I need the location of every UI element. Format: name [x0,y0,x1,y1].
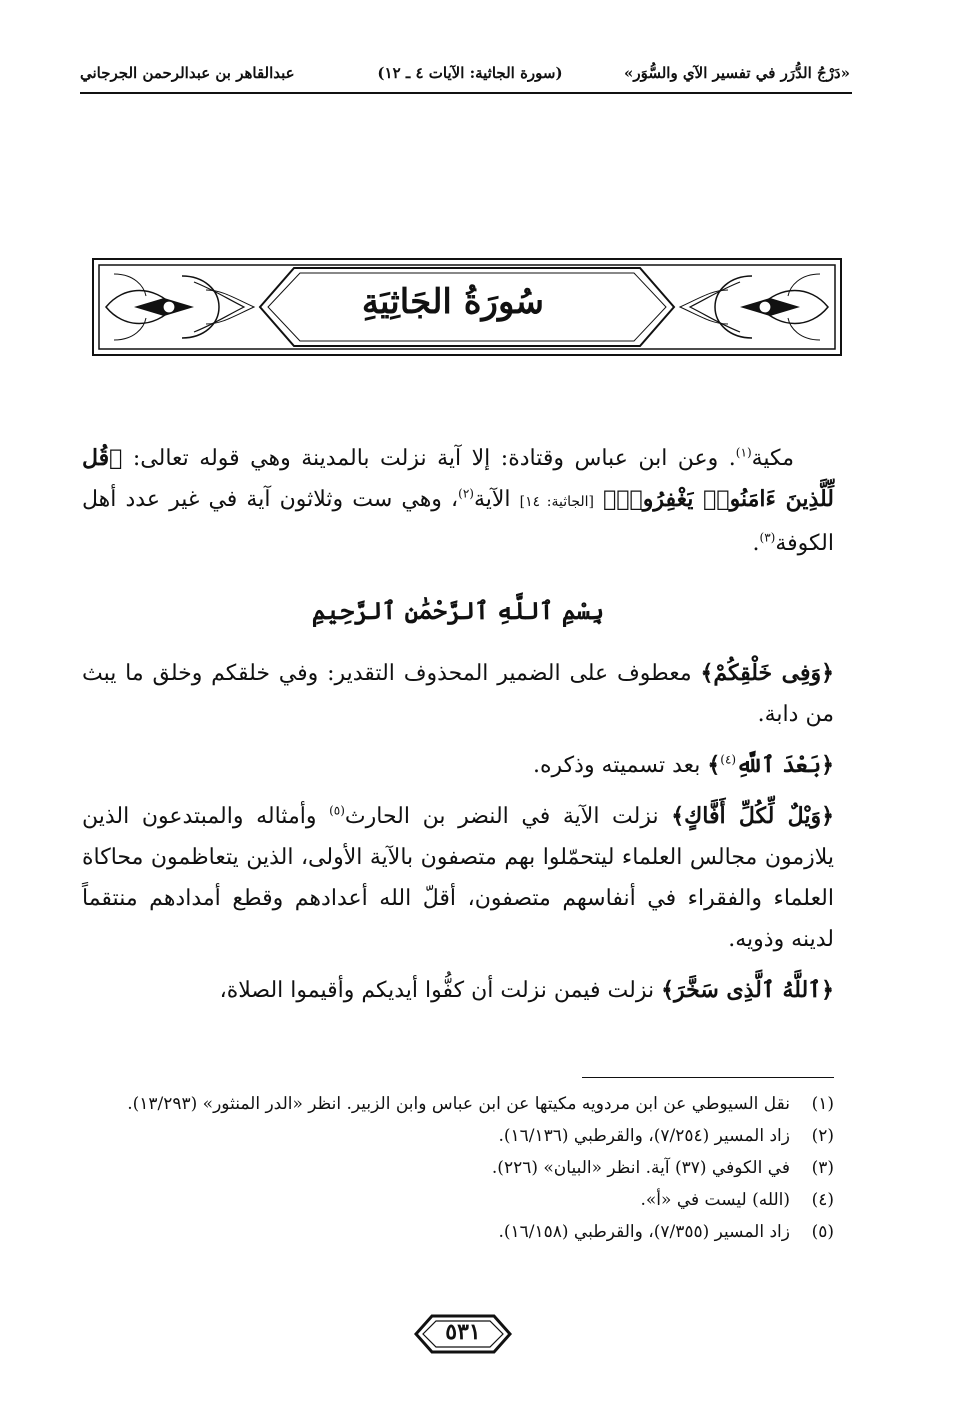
footnote [82,1088,834,1120]
commentary-text-cont: وأمثاله والمبتدعون الذين يلازمون مجالس العلماء ليتحمّلوا بهم متصفون بالآية الأولى، الذين يتعاظمون محاكاة العلماء والفقراء في أنفاسهم متصفون، أقلّ الله أعدادهم وقطع أمدادهم منتقماً لدينه وذويه. [82,804,834,952]
left-ornament-icon [106,274,254,340]
verse-reference: [الجاثية: ١٤] [519,494,595,510]
basmala: بِسْمِ ٱللَّهِ ٱلرَّحْمَٰنِ ٱلرَّحِيمِ [311,596,605,625]
intro-text-1: مكية [751,446,794,471]
footnote-rule [582,1077,834,1078]
footnote-ref-4: (٤) [720,752,737,767]
footnote-text: (الله) ليست في «أ». [640,1190,790,1210]
footnote [82,1184,834,1216]
footnote-number: (٣) [811,1158,834,1178]
quran-quote: ﴿قُل لِّلَّذِينَ ءَامَنُوا۟ يَغْفِرُوا۟﴾ [82,445,835,512]
quran-quote: ﴿ٱللَّهُ ٱلَّذِى سَخَّرَ﴾ [661,977,834,1003]
footnote-number: (٢) [811,1126,834,1146]
footnote [82,1216,834,1248]
entry-paragraph [82,970,834,1011]
footnote [82,1120,834,1152]
footnote-number: (٤) [811,1190,834,1210]
section-label: (سورة الجاثية: الآيات ٤ ـ ١٢) [377,64,563,82]
quran-quote: ﴿وَفِى خَلْقِكُمْ﴾ [700,660,834,686]
intro-paragraph [82,438,834,564]
quran-quote-end: ﴾ [707,752,721,778]
footnote-number: (٥) [811,1222,834,1242]
page-number-badge [412,1312,514,1356]
footnote-number: (١) [811,1094,834,1114]
entry-paragraph [82,796,834,960]
commentary-text: نزلت فيمن نزلت أن كفُّوا أيديكم وأقيموا الصلاة، [219,978,662,1003]
running-header [80,64,850,90]
footnote-ref-2: (٢) [458,486,474,501]
surah-title: سُورَةُ الجَاثِيَةِ [361,282,544,322]
entry-paragraph [82,745,834,786]
commentary-text: نزلت الآية في النضر بن الحارث [344,804,672,829]
right-ornament-icon [680,274,828,340]
intro-text-5: . [752,531,760,556]
quran-quote: ﴿وَيْلٌ لِّكُلِّ أَفَّاكٍ﴾ [671,803,834,829]
footnote-ref-3: (٣) [759,530,776,545]
footnote-text: زاد المسير (٧/٣٥٥)، والقرطبي (١٦/١٥٨). [498,1222,790,1242]
footnote-text: نقل السيوطي عن ابن مردويه مكيتها عن ابن عباس وابن الزبير. انظر «الدر المنثور» (١٣/٢٩٣). [127,1094,790,1114]
quran-quote: ﴿بَعْدَ ٱللَّهِ [736,752,834,778]
commentary-text: معطوف على الضمير المحذوف التقدير: وفي خلقكم وخلق ما يبث من دابة. [82,661,834,727]
intro-text-2: . وعن ابن عباس وقتادة: إلا آية نزلت بالمدينة وهي قوله تعالى: [122,446,736,471]
main-text [82,438,834,1011]
entry-paragraph [82,653,834,735]
header-rule [80,92,852,94]
intro-text-3: الآية [473,487,520,512]
footnote [82,1152,834,1184]
footnote-text: زاد المسير (٧/٢٥٤)، والقرطبي (١٦/١٣٦). [498,1126,790,1146]
commentary-text: بعد تسميته وذكره. [533,753,708,778]
author-name: عبدالقاهر بن عبدالرحمن الجرجاني [80,64,295,82]
book-title: «دَرْجُ الدُّرَر في تفسير الآي والسُّوَر» [623,64,850,82]
footnote-ref-1: (١) [735,445,752,460]
surah-title-frame [92,258,842,356]
footnote-ref-5: (٥) [329,803,345,818]
footnotes [82,1088,834,1248]
footnote-text: في الكوفي (٣٧) آية. انظر «البيان» (٢٢٦). [491,1158,790,1178]
page-number: ٥٣١ [445,1319,481,1345]
intro-text-4: ، وهي ست وثلاثون آية في غير عدد أهل الكوفة [82,487,834,556]
